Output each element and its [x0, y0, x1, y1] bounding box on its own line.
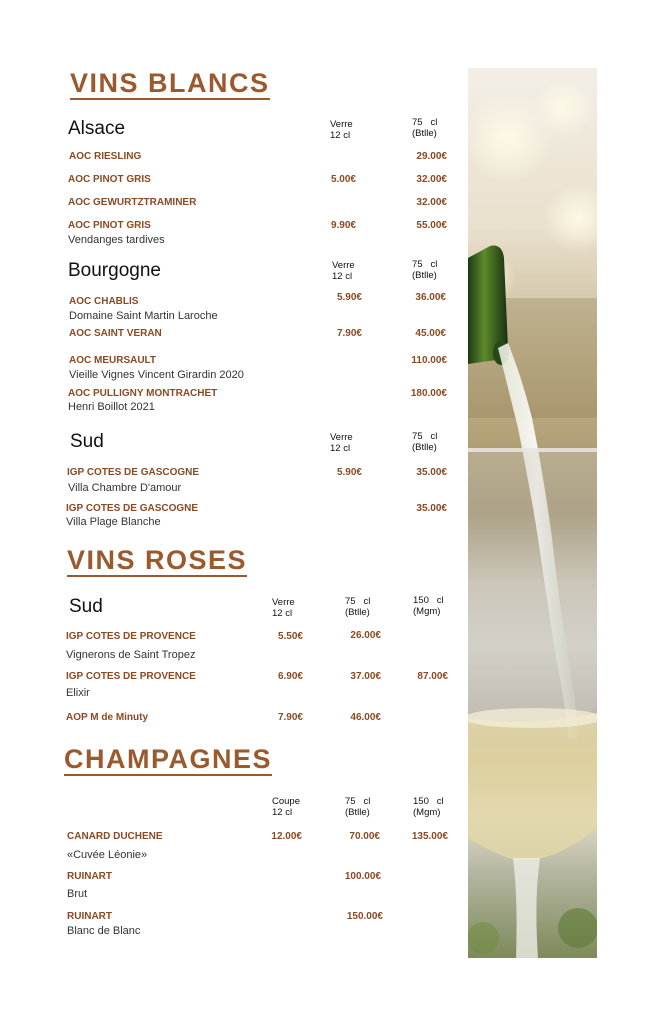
price-bottle: 110.00€: [411, 355, 447, 366]
price-glass: 6.90€: [277, 671, 303, 682]
wine-name: RUINART: [67, 911, 112, 922]
wine-subtitle: Blanc de Blanc: [67, 925, 141, 937]
region-sud: Sud: [70, 431, 104, 452]
wine-pouring-icon: [468, 68, 597, 958]
col-header-bottle: 75 cl (Btlle): [345, 596, 371, 618]
price-glass: 7.90€: [336, 328, 362, 339]
wine-subtitle: «Cuvée Léonie»: [67, 849, 148, 861]
price-glass: 5.50€: [277, 631, 303, 642]
price-bottle: 180.00€: [410, 388, 447, 399]
price-bottle: 32.00€: [416, 197, 447, 208]
col-header-magnum: 150 cl (Mgm): [413, 595, 444, 617]
price-glass: 5.00€: [330, 174, 356, 185]
col-header-bottle: 75 cl (Btlle): [412, 431, 438, 453]
wine-name: IGP COTES DE PROVENCE: [66, 631, 196, 642]
price-glass: 5.90€: [336, 467, 362, 478]
wine-name: AOC SAINT VERAN: [69, 328, 162, 339]
price-bottle: 45.00€: [415, 328, 446, 339]
wine-subtitle: Elixir: [66, 687, 90, 699]
col-header-bottle: 75 cl (Btlle): [345, 796, 371, 818]
wine-subtitle: Villa Plage Blanche: [66, 516, 161, 528]
section-title-blancs: VINS BLANCS: [70, 68, 270, 98]
price-bottle: 26.00€: [350, 630, 381, 641]
price-magnum: 135.00€: [411, 831, 448, 842]
col-header-glass: Coupe 12 cl: [272, 796, 300, 818]
wine-subtitle: Vendanges tardives: [68, 234, 165, 246]
wine-subtitle: Brut: [67, 888, 88, 900]
col-header-glass: Verre 12 cl: [272, 597, 295, 619]
wine-subtitle: Domaine Saint Martin Laroche: [69, 310, 218, 322]
price-bottle: 150.00€: [346, 911, 383, 922]
price-glass: 12.00€: [271, 831, 302, 842]
wine-subtitle: Henri Boillot 2021: [68, 401, 155, 413]
wine-name: AOC GEWURTZTRAMINER: [68, 197, 197, 208]
section-title-roses: VINS ROSES: [67, 545, 248, 575]
section-title-champagnes: CHAMPAGNES: [64, 744, 273, 774]
price-magnum: 87.00€: [417, 671, 448, 682]
col-header-glass: Verre 12 cl: [332, 260, 355, 282]
col-header-glass: Verre 12 cl: [330, 119, 353, 141]
wine-subtitle: Vignerons de Saint Tropez: [66, 649, 196, 661]
wine-name: AOP M de Minuty: [66, 712, 149, 723]
region-bourgogne: Bourgogne: [68, 260, 161, 281]
wine-name: AOC RIESLING: [69, 151, 142, 162]
region-alsace: Alsace: [68, 118, 126, 139]
region-sud-roses: Sud: [69, 596, 103, 617]
price-glass: 7.90€: [277, 712, 303, 723]
col-header-glass: Verre 12 cl: [330, 432, 353, 454]
price-bottle: 29.00€: [416, 151, 447, 162]
wine-name: AOC CHABLIS: [69, 296, 139, 307]
price-bottle: 37.00€: [350, 671, 381, 682]
price-bottle: 55.00€: [416, 220, 447, 231]
price-bottle: 100.00€: [344, 871, 381, 882]
wine-name: AOC PULLIGNY MONTRACHET: [68, 388, 218, 399]
col-header-magnum: 150 cl (Mgm): [413, 796, 444, 818]
wine-name: RUINART: [67, 871, 112, 882]
wine-name: IGP COTES DE PROVENCE: [66, 671, 196, 682]
wine-subtitle: Vieille Vignes Vincent Girardin 2020: [69, 369, 244, 381]
wine-subtitle: Villa Chambre D'amour: [68, 482, 182, 494]
wine-name: CANARD DUCHENE: [67, 831, 163, 842]
wine-name: IGP COTES DE GASCOGNE: [67, 467, 200, 478]
price-bottle: 32.00€: [416, 174, 447, 185]
price-bottle: 46.00€: [350, 712, 381, 723]
price-bottle: 36.00€: [415, 292, 446, 303]
col-header-bottle: 75 cl (Btlle): [412, 117, 438, 139]
wine-name: IGP COTES DE GASCOGNE: [66, 503, 199, 514]
price-bottle: 35.00€: [416, 467, 447, 478]
price-bottle: 35.00€: [416, 503, 447, 514]
price-glass: 9.90€: [330, 220, 356, 231]
price-glass: 5.90€: [336, 292, 362, 303]
col-header-bottle: 75 cl (Btlle): [412, 259, 438, 281]
wine-name: AOC PINOT GRIS: [68, 174, 151, 185]
wine-name: AOC MEURSAULT: [69, 355, 157, 366]
wine-pouring-image: [468, 68, 597, 958]
wine-name: AOC PINOT GRIS: [68, 220, 151, 231]
price-bottle: 70.00€: [349, 831, 380, 842]
